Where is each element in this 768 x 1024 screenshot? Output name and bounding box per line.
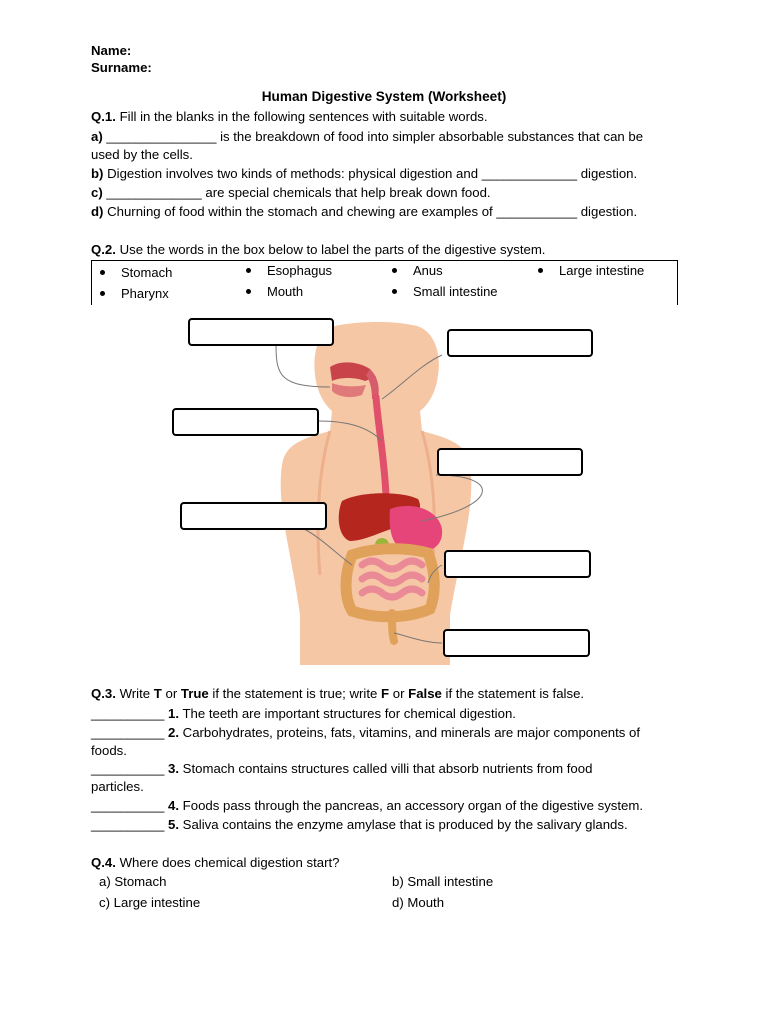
q3-answer-blank: __________ [91,798,169,813]
q3-bold-f: F [381,686,390,701]
q3-text: if the statement is false. [441,686,585,701]
q1-a [91,128,643,146]
rectum-shape [392,613,394,641]
q1-a-cont: used by the cells. [91,147,193,162]
word-bank-box [91,260,678,305]
q1-d [91,203,637,221]
q1-a-text: _______________ is the breakdown of food into simpler absorbable substances that can be [102,129,644,144]
q3-item-text: Foods pass through the pancreas, an accessory organ of the digestive system. [179,798,644,813]
surname-label: Surname: [91,60,152,75]
q3-item-number: 5. [168,817,180,832]
bullet-icon [538,268,543,273]
q1-c-text: _____________ are special chemicals that help break down food. [102,185,491,200]
q3-item-text: The teeth are important structures for chemical digestion. [179,706,516,721]
q4-option-a[interactable]: a) Stomach [99,874,167,889]
q3-item-2-cont: foods. [91,743,127,758]
q1-b-key: b) [91,166,104,181]
word-bank-item [246,284,303,299]
q3-text: Write [115,686,154,701]
label-answer-box[interactable] [180,502,327,530]
q3-item-2 [91,724,640,742]
label-answer-box[interactable] [188,318,334,346]
q3-item-text: Saliva contains the enzyme amylase that is produced by the salivary glands. [179,817,628,832]
q3-item-4 [91,797,643,815]
q1-b [91,165,637,183]
word-bank-item [392,284,498,299]
q3-item-number: 4. [168,798,180,813]
q3-bold-true: True [180,686,209,701]
q3-text: if the statement is true; write [208,686,382,701]
word-bank-text: Anus [413,263,443,278]
q3-item-text: Stomach contains structures called villi that absorb nutrients from food [179,761,593,776]
bullet-icon [246,268,251,273]
q1-number: Q.1. [91,109,116,124]
bullet-icon [392,289,397,294]
bullet-icon [392,268,397,273]
q1-prompt-text: Fill in the blanks in the following sentences with suitable words. [115,109,488,124]
q3-item-3-cont: particles. [91,779,144,794]
q1-c [91,184,491,202]
bullet-icon [100,291,105,296]
word-bank-text: Large intestine [559,263,645,278]
q3-answer-blank: __________ [91,817,169,832]
q3-item-number: 3. [168,761,180,776]
digestive-system-illustration [180,315,600,665]
word-bank-text: Esophagus [267,263,333,278]
q2-prompt-text: Use the words in the box below to label the parts of the digestive system. [115,242,546,257]
q3-number: Q.3. [91,686,116,701]
q1-d-key: d) [91,204,104,219]
q3-answer-blank: __________ [91,761,169,776]
q1-prompt [91,108,488,126]
q4-number: Q.4. [91,855,116,870]
worksheet-title: Human Digestive System (Worksheet) [261,89,507,104]
word-bank-item [100,265,172,280]
q3-bold-t: T [153,686,162,701]
q1-d-text: Churning of food within the stomach and chewing are examples of ___________ digestion. [103,204,638,219]
q1-a-key: a) [91,129,103,144]
q4-option-c[interactable]: c) Large intestine [99,895,201,910]
q3-prompt [91,685,584,703]
q3-item-1 [91,705,516,723]
bullet-icon [246,289,251,294]
q3-bold-false: False [408,686,442,701]
q3-text: or [389,686,409,701]
q4-prompt [91,854,340,872]
q3-text: or [161,686,181,701]
word-bank-text: Stomach [121,265,173,280]
q2-prompt [91,241,545,259]
q3-answer-blank: __________ [91,706,169,721]
name-label: Name: [91,43,132,58]
q4-option-b[interactable]: b) Small intestine [392,874,494,889]
q3-item-text: Carbohydrates, proteins, fats, vitamins, and minerals are major components of [179,725,641,740]
label-answer-box[interactable] [443,629,590,657]
word-bank-item [392,263,443,278]
label-answer-box[interactable] [444,550,591,578]
word-bank-item [538,263,644,278]
label-answer-box[interactable] [447,329,593,357]
q4-option-d[interactable]: d) Mouth [392,895,445,910]
q2-number: Q.2. [91,242,116,257]
q3-item-number: 2. [168,725,180,740]
label-answer-box[interactable] [437,448,583,476]
word-bank-item [100,286,169,301]
q1-c-key: c) [91,185,103,200]
q3-item-5 [91,816,628,834]
word-bank-text: Small intestine [413,284,498,299]
label-answer-box[interactable] [172,408,319,436]
word-bank-item [246,263,332,278]
bullet-icon [100,270,105,275]
q3-item-number: 1. [168,706,180,721]
q1-b-text: Digestion involves two kinds of methods: physical digestion and _____________ digestion. [103,166,638,181]
q4-prompt-text: Where does chemical digestion start? [115,855,340,870]
word-bank-text: Pharynx [121,286,169,301]
q3-answer-blank: __________ [91,725,169,740]
word-bank-text: Mouth [267,284,304,299]
q3-item-3 [91,760,592,778]
